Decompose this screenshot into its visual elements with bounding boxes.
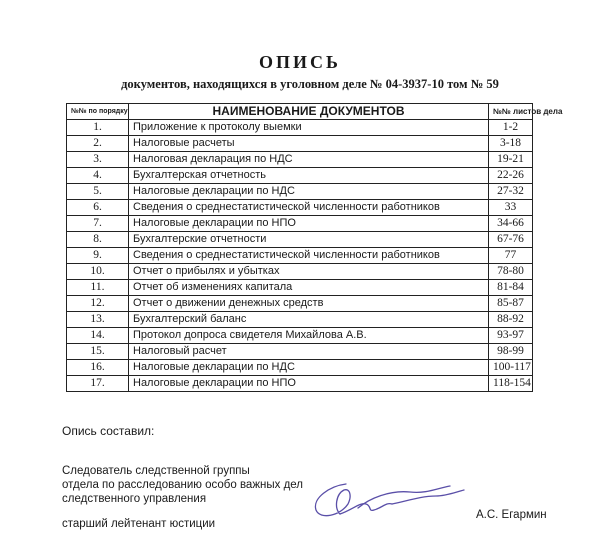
row-document-name: Бухгалтерская отчетность	[129, 168, 489, 184]
row-sheets: 1-2	[489, 120, 533, 136]
table-header-row	[67, 104, 533, 120]
table-row	[67, 136, 533, 152]
row-sheets: 34-66	[489, 216, 533, 232]
position-line: следственного управления	[62, 493, 207, 505]
table-row	[67, 120, 533, 136]
investigator-position	[62, 464, 303, 506]
table-row	[67, 376, 533, 392]
row-number: 15.	[67, 344, 129, 360]
row-number: 13.	[67, 312, 129, 328]
row-document-name: Налоговые декларации по НПО	[129, 376, 489, 392]
row-number: 3.	[67, 152, 129, 168]
row-sheets: 93-97	[489, 328, 533, 344]
row-sheets: 81-84	[489, 280, 533, 296]
investigator-rank: старший лейтенант юстиции	[62, 518, 216, 530]
table-row	[67, 296, 533, 312]
row-document-name: Отчет о движении денежных средств	[129, 296, 489, 312]
row-document-name: Налоговые декларации по НДС	[129, 360, 489, 376]
row-sheets: 88-92	[489, 312, 533, 328]
investigator-name: А.С. Егармин	[476, 509, 547, 521]
row-number: 2.	[67, 136, 129, 152]
signature	[300, 468, 470, 526]
row-number: 17.	[67, 376, 129, 392]
row-document-name: Отчет о прибылях и убытках	[129, 264, 489, 280]
table-row	[67, 152, 533, 168]
row-sheets: 100-117	[489, 360, 533, 376]
row-number: 1.	[67, 120, 129, 136]
row-document-name: Протокол допроса свидетеля Михайлова А.В.	[129, 328, 489, 344]
row-number: 11.	[67, 280, 129, 296]
row-document-name: Налоговые декларации по НПО	[129, 216, 489, 232]
row-number: 5.	[67, 184, 129, 200]
row-sheets: 78-80	[489, 264, 533, 280]
row-number: 8.	[67, 232, 129, 248]
table-row	[67, 168, 533, 184]
row-document-name: Бухгалтерский баланс	[129, 312, 489, 328]
row-number: 6.	[67, 200, 129, 216]
row-number: 4.	[67, 168, 129, 184]
compiled-by-label: Опись составил:	[62, 424, 155, 438]
position-line: отдела по расследованию особо важных дел	[62, 479, 304, 491]
row-sheets: 19-21	[489, 152, 533, 168]
row-document-name: Бухгалтерские отчетности	[129, 232, 489, 248]
table-row	[67, 328, 533, 344]
header-sheets: №№ листов дела	[489, 104, 533, 120]
position-line: Следователь следственной группы	[62, 465, 250, 477]
table-row	[67, 232, 533, 248]
inventory-table	[66, 103, 563, 392]
header-name: НАИМЕНОВАНИЕ ДОКУМЕНТОВ	[129, 104, 489, 120]
row-document-name: Налоговые декларации по НДС	[129, 184, 489, 200]
table-row	[67, 312, 533, 328]
table-row	[67, 280, 533, 296]
row-number: 14.	[67, 328, 129, 344]
row-number: 16.	[67, 360, 129, 376]
row-document-name: Сведения о среднестатистической численности работников	[129, 248, 489, 264]
row-sheets: 27-32	[489, 184, 533, 200]
row-sheets: 118-154	[489, 376, 533, 392]
document-title: ОПИСЬ	[259, 52, 341, 72]
row-sheets: 22-26	[489, 168, 533, 184]
row-document-name: Отчет об изменениях капитала	[129, 280, 489, 296]
row-sheets: 33	[489, 200, 533, 216]
row-sheets: 85-87	[489, 296, 533, 312]
row-number: 7.	[67, 216, 129, 232]
document-subtitle: документов, находящихся в уголовном деле № 04-3937-10 том № 59	[121, 77, 499, 91]
row-document-name: Налоговые расчеты	[129, 136, 489, 152]
table-row	[67, 360, 533, 376]
table-row	[67, 200, 533, 216]
table-row	[67, 216, 533, 232]
row-sheets: 77	[489, 248, 533, 264]
row-number: 12.	[67, 296, 129, 312]
row-sheets: 67-76	[489, 232, 533, 248]
table-row	[67, 248, 533, 264]
table-body	[67, 120, 533, 392]
row-document-name: Приложение к протоколу выемки	[129, 120, 489, 136]
row-document-name: Налоговая декларация по НДС	[129, 152, 489, 168]
row-document-name: Налоговый расчет	[129, 344, 489, 360]
header-num: №№ по порядку	[67, 104, 129, 120]
row-number: 10.	[67, 264, 129, 280]
row-sheets: 3-18	[489, 136, 533, 152]
row-sheets: 98-99	[489, 344, 533, 360]
table-row	[67, 344, 533, 360]
row-number: 9.	[67, 248, 129, 264]
table-row	[67, 184, 533, 200]
table-row	[67, 264, 533, 280]
row-document-name: Сведения о среднестатистической численности работников	[129, 200, 489, 216]
